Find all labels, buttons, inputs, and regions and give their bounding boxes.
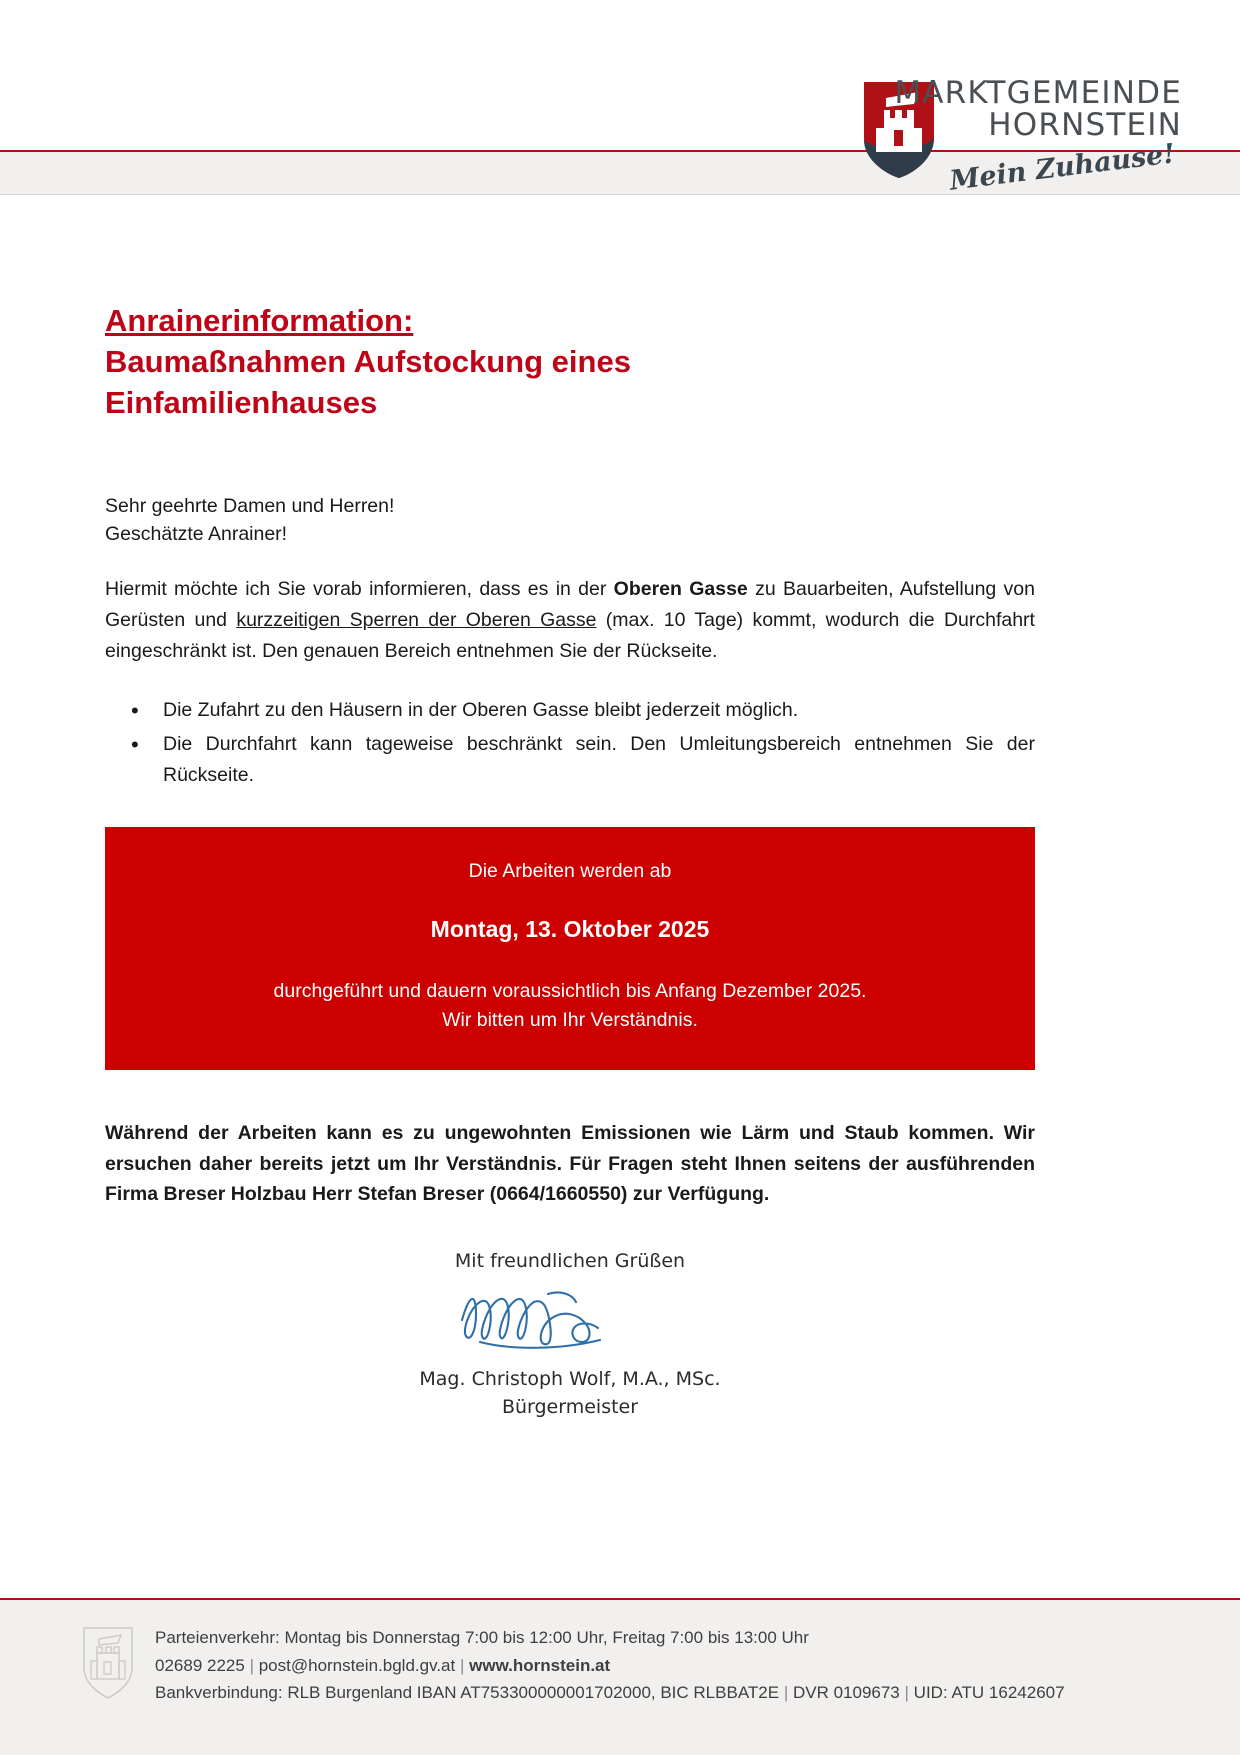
emissions-paragraph: Während der Arbeiten kann es zu ungewohnten Emissionen wie Lärm und Staub kommen. Wir ersuchen daher bereits jetzt um Ihr Verständnis. Für Fragen steht Ihnen seitens der ausführenden Firma Breser Holzbau Herr Stefan Breser (0664/1660550) zur Verfügung.: [105, 1121, 1035, 1206]
logo-wordmark: [894, 75, 1182, 143]
logo-line2: HORNSTEIN: [988, 106, 1182, 143]
municipality-logo: [852, 60, 1182, 210]
intro-underlined: kurzzeitigen Sperren der Oberen Gasse: [236, 608, 597, 631]
closing-block: [105, 1250, 1035, 1421]
salutation: [105, 492, 1035, 549]
page-title: [105, 300, 1035, 424]
footer-bank: Bankverbindung: RLB Burgenland IBAN AT753300000001702000, BIC RLBBAT2E: [155, 1683, 780, 1703]
signer-role: Bürgermeister: [501, 1395, 639, 1418]
salutation-line2: Geschätzte Anrainer!: [105, 522, 288, 545]
bullet-list: [105, 695, 1035, 791]
footer-contact-info: [155, 1624, 1065, 1707]
signer-name: Mag. Christoph Wolf, M.A., MSc.: [419, 1368, 721, 1391]
closing-greeting: Mit freundlichen Grüßen: [454, 1250, 686, 1273]
notice-line1: Die Arbeiten werden ab: [468, 859, 672, 882]
footer-uid: UID: ATU 16242607: [913, 1683, 1065, 1703]
notice-thanks: Wir bitten um Ihr Verständnis.: [442, 1009, 698, 1032]
footer-website[interactable]: www.hornstein.at: [469, 1655, 611, 1675]
salutation-line1: Sehr geehrte Damen und Herren!: [105, 494, 395, 517]
intro-post: (max. 10 Tage) kommt, wodurch die Durchfahrt eingeschränkt ist. Den genauen Bereich entnehmen Sie der Rückseite.: [105, 608, 1035, 662]
footer-separator: |: [904, 1683, 909, 1703]
footer-separator: |: [249, 1655, 254, 1675]
document-body: [105, 300, 1035, 1421]
logo-slogan: Mein Zuhause!: [948, 138, 1178, 197]
footer-phone: 02689 2225: [155, 1655, 245, 1675]
list-item: • Die Durchfahrt kann tageweise beschränkt sein. Den Umleitungsbereich entnehmen Sie der Rückseite.: [163, 729, 1035, 791]
footer-line-bank: [155, 1679, 1065, 1707]
page-header: [0, 0, 1240, 225]
intro-mid: zu Bauarbeiten, Aufstellung von Gerüsten und: [105, 578, 1035, 631]
notice-start-date: Montag, 13. Oktober 2025: [430, 916, 710, 943]
footer-email[interactable]: post@hornstein.bgld.gv.at: [258, 1655, 456, 1675]
town-crest-tower-icon: [82, 1626, 134, 1700]
list-item: • Die Zufahrt zu den Häusern in der Oberen Gasse bleibt jederzeit möglich.: [163, 695, 1035, 726]
handwritten-signature-icon: [440, 1280, 700, 1360]
title-line3: Einfamilienhauses: [105, 385, 378, 421]
intro-pre: Hiermit möchte ich Sie vorab informieren, dass es in der: [105, 578, 614, 601]
footer-separator: |: [783, 1683, 789, 1703]
intro-bold: Oberen Gasse: [613, 578, 748, 601]
notice-line3: [125, 977, 1015, 1036]
notice-duration: durchgeführt und dauern voraussichtlich bis Anfang Dezember 2025.: [273, 980, 867, 1003]
title-line1: Anrainerinformation:: [105, 303, 414, 338]
page-footer: [0, 1598, 1240, 1755]
notice-box: [105, 827, 1035, 1070]
intro-paragraph: [105, 574, 1035, 666]
footer-line-hours: Parteienverkehr: Montag bis Donnerstag 7:00 bis 12:00 Uhr, Freitag 7:00 bis 13:00 Uhr: [155, 1628, 809, 1647]
footer-dvr: DVR 0109673: [792, 1683, 900, 1703]
title-line2: Baumaßnahmen Aufstockung eines: [105, 344, 631, 380]
logo-line1: MARKTGEMEINDE: [894, 75, 1182, 111]
footer-separator: |: [459, 1655, 465, 1675]
footer-line-contact: [155, 1652, 1065, 1680]
